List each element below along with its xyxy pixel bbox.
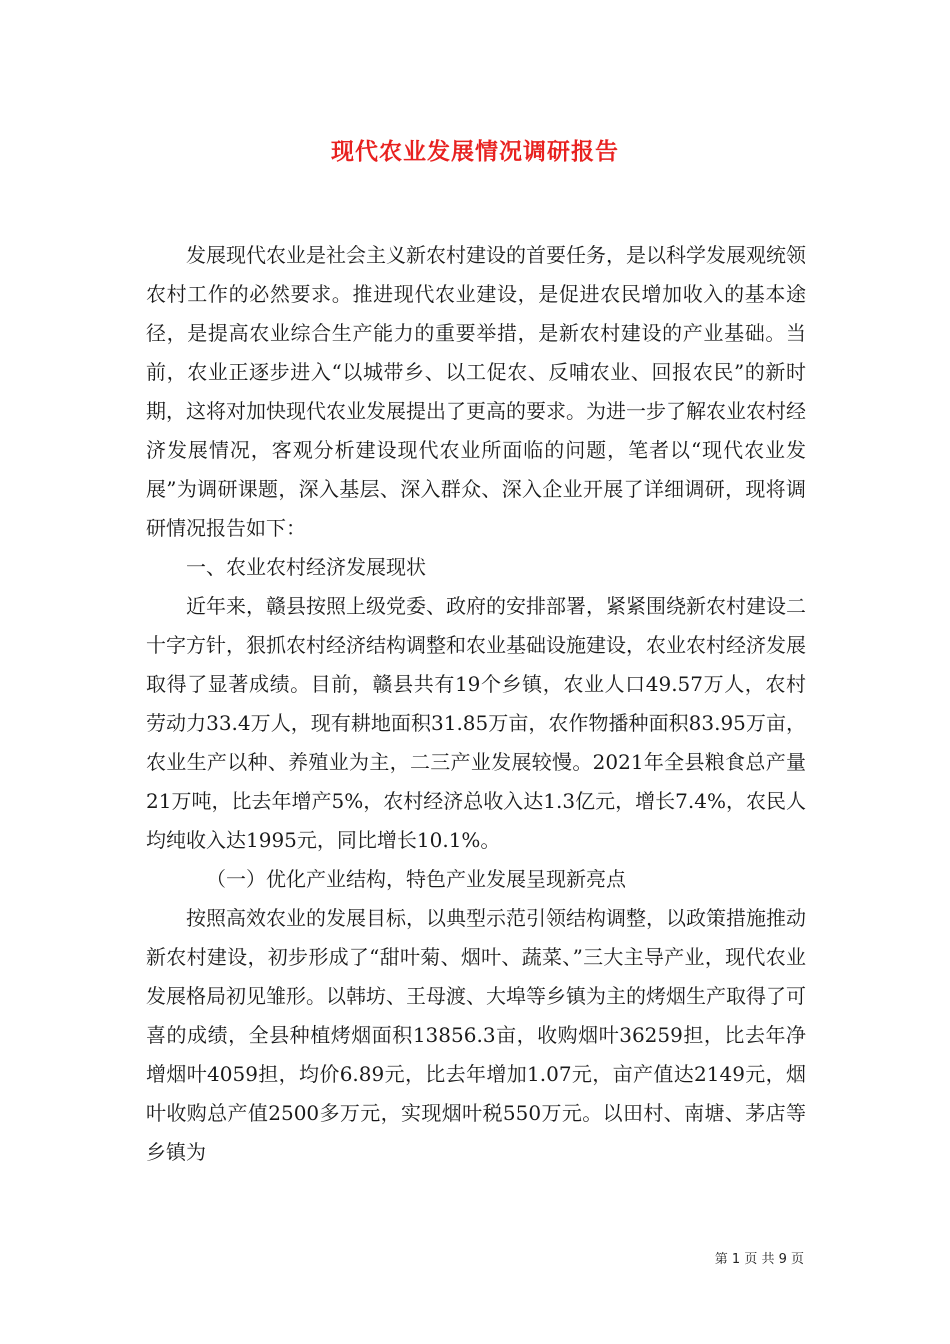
subsection-heading-1: （一）优化产业结构，特色产业发展呈现新亮点 bbox=[206, 867, 626, 891]
paragraph-industry: 按照高效农业的发展目标，以典型示范引领结构调整，以政策措施推动新农村建设，初步形成了“甜叶菊、烟叶、蔬菜、”三大主导产业，现代农业发展格局初见雏形。以韩坊、王母渡、大埠等乡镇为主的烤烟生产取得了可喜的成绩，全县种植烤烟面积13856.3亩，收购烟叶36259担，比去年净增烟叶4059担，均价6.89元，比去年增加1.07元，亩产值达2149元，烟叶收购总产值2500多万元，实现烟叶税550万元。以田村、南塘、茅店等乡镇为 bbox=[146, 906, 806, 1164]
paragraph-status: 近年来，赣县按照上级党委、政府的安排部署，紧紧围绕新农村建设二十字方针，狠抓农村经济结构调整和农业基础设施建设，农业农村经济发展取得了显著成绩。目前，赣县共有19个乡镇，农业人口49.57万人，农村劳动力33.4万人，现有耕地面积31.85万亩，农作物播种面积83.95万亩，农业生产以种、养殖业为主，二三产业发展较慢。2021年全县粮食总产量21万吨，比去年增产5%，农村经济总收入达1.3亿元，增长7.4%，农民人均纯收入达1995元，同比增长10.1%。 bbox=[146, 594, 806, 852]
document-title: 现代农业发展情况调研报告 bbox=[331, 138, 619, 165]
page-number: 第 1 页 共 9 页 bbox=[714, 1252, 804, 1267]
document-body bbox=[146, 236, 806, 1172]
paragraph-intro: 发展现代农业是社会主义新农村建设的首要任务，是以科学发展观统领农村工作的必然要求。推进现代农业建设，是促进农民增加收入的基本途径，是提高农业综合生产能力的重要举措，是新农村建设的产业基础。当前，农业正逐步进入“以城带乡、以工促农、反哺农业、回报农民”的新时期，这将对加快现代农业发展提出了更高的要求。为进一步了解农业农村经济发展情况，客观分析建设现代农业所面临的问题，笔者以“现代农业发展”为调研课题，深入基层、深入群众、深入企业开展了详细调研，现将调研情况报告如下： bbox=[146, 243, 806, 540]
section-heading-1: 一、农业农村经济发展现状 bbox=[186, 555, 426, 579]
